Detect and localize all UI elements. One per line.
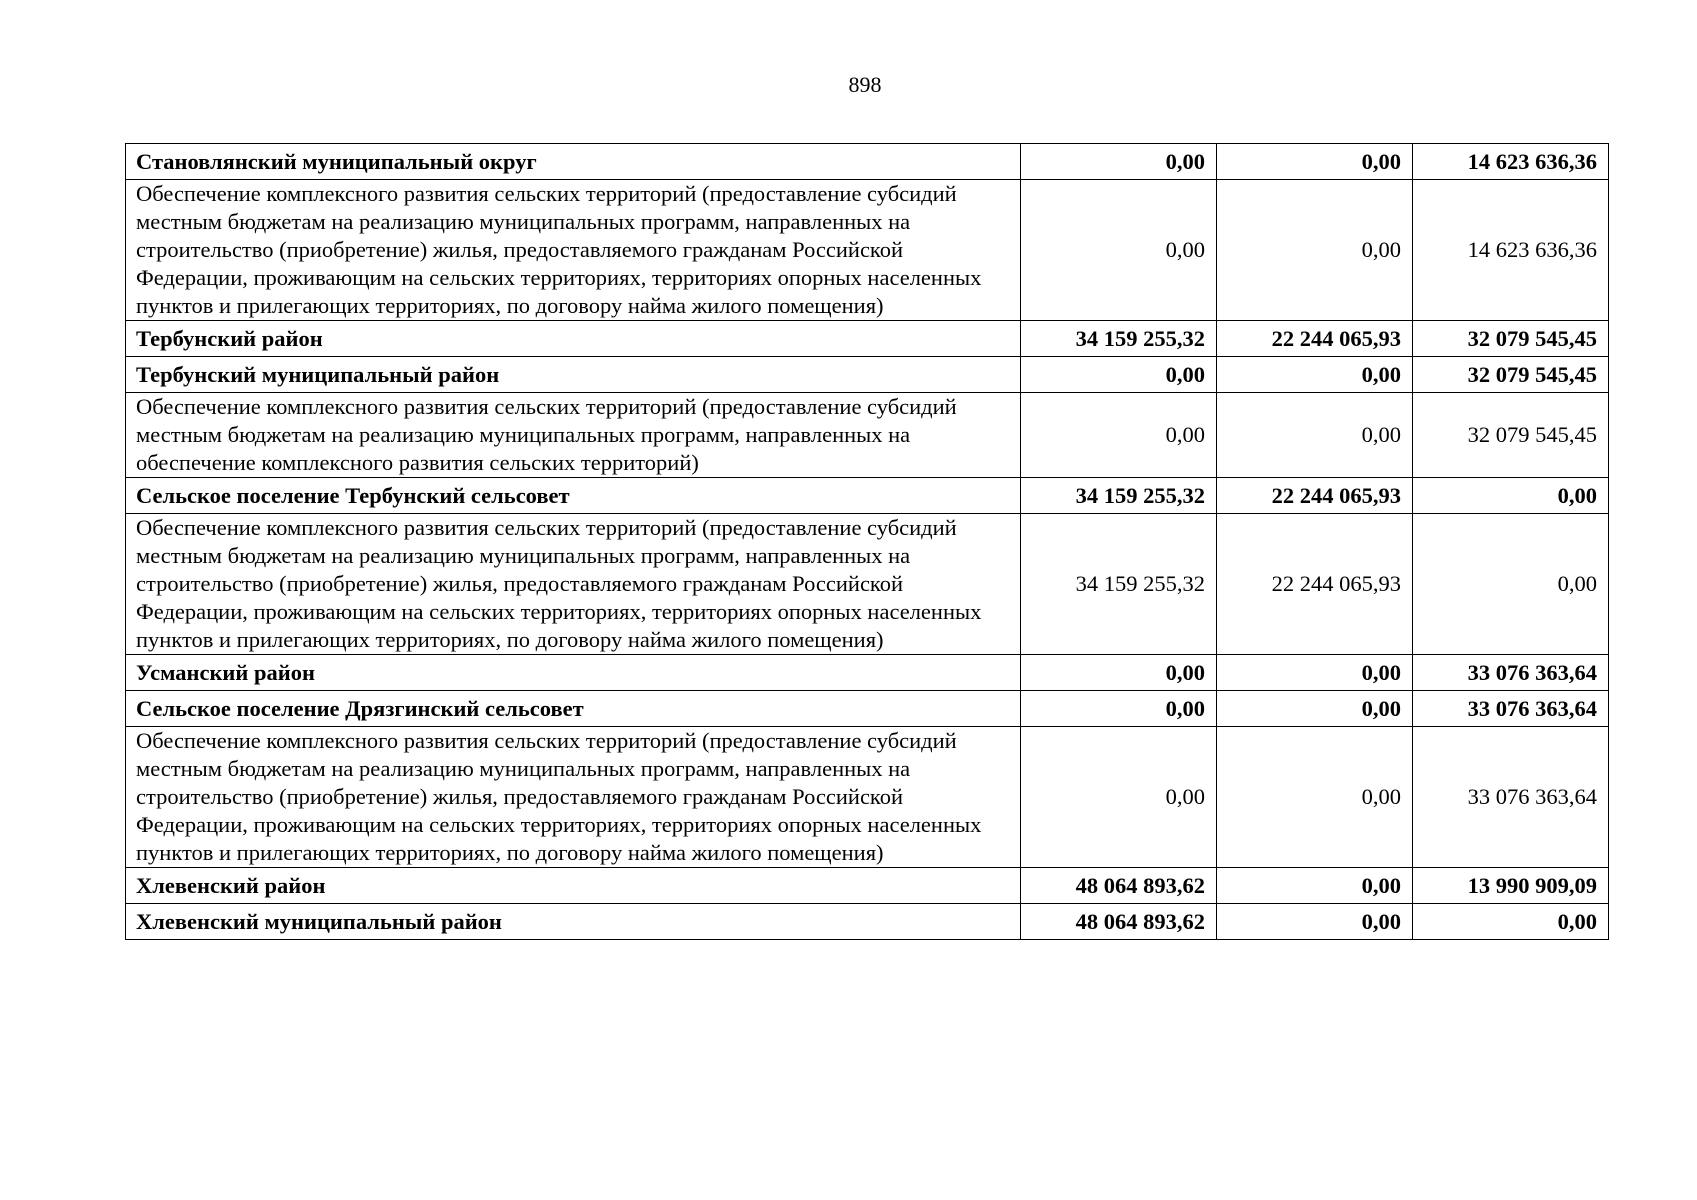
budget-table-body [126,144,1609,940]
table-row [126,904,1609,940]
row-name: Сельское поселение Тербунский сельсовет [126,478,1021,514]
table-row [126,478,1609,514]
row-name: Обеспечение комплексного развития сельских территорий (предоставление субсидий местным бюджетам на реализацию муниципальных программ, направленных на строительство (приобретение) жилья, предоставляемого гражданам Российской Федерации, проживающим на сельских территориях, территориях опорных населенных пунктов и прилегающих территориях, по договору найма жилого помещения) [126,727,1021,868]
table-row [126,514,1609,655]
row-value-3: 33 076 363,64 [1413,691,1609,727]
row-name: Усманский район [126,655,1021,691]
row-value-1: 0,00 [1021,691,1217,727]
table-row [126,321,1609,357]
row-value-1: 48 064 893,62 [1021,904,1217,940]
row-value-1: 34 159 255,32 [1021,514,1217,655]
row-value-1: 0,00 [1021,655,1217,691]
row-value-3: 32 079 545,45 [1413,321,1609,357]
row-value-3: 14 623 636,36 [1413,144,1609,180]
row-value-2: 22 244 065,93 [1217,514,1413,655]
row-value-3: 13 990 909,09 [1413,868,1609,904]
page-number: 898 [848,72,882,97]
row-value-1: 0,00 [1021,144,1217,180]
row-name: Обеспечение комплексного развития сельских территорий (предоставление субсидий местным бюджетам на реализацию муниципальных программ, направленных на строительство (приобретение) жилья, предоставляемого гражданам Российской Федерации, проживающим на сельских территориях, территориях опорных населенных пунктов и прилегающих территориях, по договору найма жилого помещения) [126,180,1021,321]
table-row [126,655,1609,691]
row-name: Обеспечение комплексного развития сельских территорий (предоставление субсидий местным бюджетам на реализацию муниципальных программ, направленных на строительство (приобретение) жилья, предоставляемого гражданам Российской Федерации, проживающим на сельских территориях, территориях опорных населенных пунктов и прилегающих территориях, по договору найма жилого помещения) [126,514,1021,655]
row-name: Хлевенский район [126,868,1021,904]
row-value-2: 0,00 [1217,655,1413,691]
row-value-3: 14 623 636,36 [1413,180,1609,321]
row-value-2: 0,00 [1217,904,1413,940]
row-value-3: 0,00 [1413,514,1609,655]
row-value-3: 33 076 363,64 [1413,727,1609,868]
row-name: Сельское поселение Дрязгинский сельсовет [126,691,1021,727]
row-value-1: 34 159 255,32 [1021,321,1217,357]
table-row [126,691,1609,727]
row-value-2: 22 244 065,93 [1217,321,1413,357]
row-value-3: 32 079 545,45 [1413,393,1609,478]
table-row [126,144,1609,180]
row-value-3: 0,00 [1413,478,1609,514]
table-row [126,868,1609,904]
row-value-2: 0,00 [1217,357,1413,393]
table-row [126,393,1609,478]
row-name: Обеспечение комплексного развития сельских территорий (предоставление субсидий местным бюджетам на реализацию муниципальных программ, направленных на обеспечение комплексного развития сельских территорий) [126,393,1021,478]
row-value-1: 34 159 255,32 [1021,478,1217,514]
table-row [126,727,1609,868]
row-value-2: 0,00 [1217,180,1413,321]
row-name: Тербунский муниципальный район [126,357,1021,393]
row-value-1: 48 064 893,62 [1021,868,1217,904]
row-value-2: 0,00 [1217,691,1413,727]
row-value-2: 22 244 065,93 [1217,478,1413,514]
row-value-2: 0,00 [1217,727,1413,868]
row-value-3: 0,00 [1413,904,1609,940]
row-value-3: 33 076 363,64 [1413,655,1609,691]
table-row [126,357,1609,393]
row-value-3: 32 079 545,45 [1413,357,1609,393]
row-name: Становлянский муниципальный округ [126,144,1021,180]
row-value-1: 0,00 [1021,727,1217,868]
row-value-1: 0,00 [1021,180,1217,321]
row-name: Хлевенский муниципальный район [126,904,1021,940]
row-value-2: 0,00 [1217,868,1413,904]
budget-table [125,143,1609,940]
table-row [126,180,1609,321]
row-value-2: 0,00 [1217,393,1413,478]
row-value-1: 0,00 [1021,357,1217,393]
row-value-1: 0,00 [1021,393,1217,478]
row-value-2: 0,00 [1217,144,1413,180]
row-name: Тербунский район [126,321,1021,357]
